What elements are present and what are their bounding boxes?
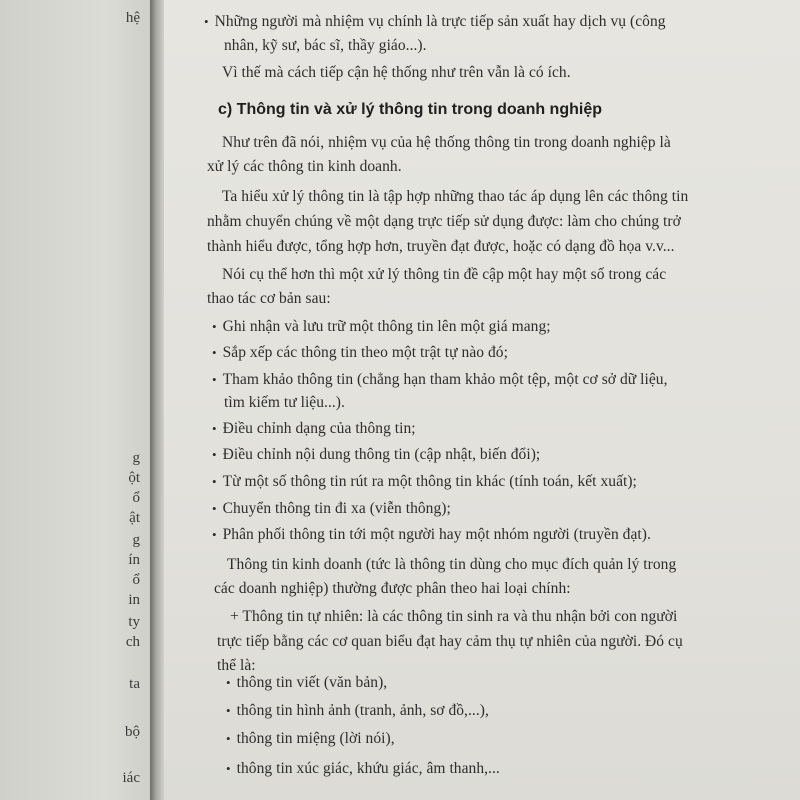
bullet-icon: • bbox=[226, 731, 231, 746]
bullet-item: • Ghi nhận và lưu trữ một thông tin lên một giá mang; bbox=[212, 318, 551, 335]
left-page-edge bbox=[0, 0, 150, 800]
paragraph-line: Ta hiểu xử lý thông tin là tập hợp những thao tác áp dụng lên các thông tin bbox=[222, 188, 689, 205]
bullet-item: • thông tin viết (văn bản), bbox=[226, 674, 388, 691]
paragraph-line: các doanh nghiệp) thường được phân theo hai loại chính: bbox=[214, 580, 571, 597]
bullet-icon: • bbox=[212, 319, 217, 334]
bullet-item: • Sắp xếp các thông tin theo một trật tự nào đó; bbox=[212, 344, 508, 361]
bullet-item: • thông tin miệng (lời nói), bbox=[226, 730, 395, 747]
bullet-item: • Những người mà nhiệm vụ chính là trực tiếp sản xuất hay dịch vụ (công bbox=[204, 13, 666, 30]
bullet-item: • Tham khảo thông tin (chẳng hạn tham khảo một tệp, một cơ sở dữ liệu, bbox=[212, 371, 668, 388]
bullet-icon: • bbox=[212, 447, 217, 462]
bullet-item: • Điều chỉnh nội dung thông tin (cập nhật, biến đổi); bbox=[212, 446, 541, 463]
left-text-fragment: ật bbox=[129, 510, 140, 526]
book-gutter bbox=[150, 0, 164, 800]
bullet-item: • thông tin hình ảnh (tranh, ảnh, sơ đồ,...), bbox=[226, 702, 489, 719]
left-text-fragment: ổ bbox=[132, 572, 140, 588]
left-text-fragment: ta bbox=[129, 676, 140, 692]
bullet-item: • Phân phối thông tin tới một người hay một nhóm người (truyền đạt). bbox=[212, 526, 651, 543]
text-line: tìm kiếm tư liệu...). bbox=[224, 394, 345, 411]
bullet-icon: • bbox=[212, 501, 217, 516]
left-text-fragment: g bbox=[132, 532, 140, 548]
bullet-icon: • bbox=[212, 421, 217, 436]
paragraph-line: thao tác cơ bản sau: bbox=[207, 290, 331, 307]
bullet-item: • Từ một số thông tin rút ra một thông tin khác (tính toán, kết xuất); bbox=[212, 473, 637, 490]
bullet-icon: • bbox=[212, 527, 217, 542]
paragraph-line: thành hiểu được, tổng hợp hơn, truyền đạt được, hoặc có dạng đồ họa v.v... bbox=[207, 238, 675, 255]
bullet-item: • thông tin xúc giác, khứu giác, âm thanh,... bbox=[226, 760, 500, 777]
paragraph-line: Nói cụ thể hơn thì một xử lý thông tin đề cập một hay một số trong các bbox=[222, 266, 667, 283]
bullet-icon: • bbox=[212, 345, 217, 360]
paragraph-line: nhằm chuyển chúng về một dạng trực tiếp sử dụng được: làm cho chúng trở bbox=[207, 213, 681, 230]
paragraph-line: Như trên đã nói, nhiệm vụ của hệ thống thông tin trong doanh nghiệp là bbox=[222, 134, 671, 151]
text-line: nhân, kỹ sư, bác sĩ, thầy giáo...). bbox=[224, 37, 427, 54]
paragraph-line: thể là: bbox=[217, 657, 256, 674]
left-text-fragment: hệ bbox=[125, 10, 140, 26]
paragraph-line: xử lý các thông tin kinh doanh. bbox=[207, 158, 402, 175]
section-heading: c) Thông tin và xử lý thông tin trong doanh nghiệp bbox=[218, 101, 602, 118]
bullet-item: • Chuyển thông tin đi xa (viễn thông); bbox=[212, 500, 451, 517]
left-text-fragment: in bbox=[128, 592, 140, 608]
bullet-icon: • bbox=[226, 761, 231, 776]
right-page bbox=[164, 0, 800, 800]
left-text-fragment: ch bbox=[125, 634, 140, 650]
left-text-fragment: ty bbox=[128, 614, 140, 630]
left-text-fragment: ột bbox=[128, 470, 140, 486]
left-text-fragment: g bbox=[132, 450, 140, 466]
left-text-fragment: iác bbox=[122, 770, 140, 786]
bullet-icon: • bbox=[226, 703, 231, 718]
paragraph-line: Thông tin kinh doanh (tức là thông tin dùng cho mục đích quản lý trong bbox=[227, 556, 677, 573]
bullet-icon: • bbox=[204, 14, 209, 29]
left-text-fragment: ín bbox=[128, 552, 140, 568]
bullet-item: • Điều chỉnh dạng của thông tin; bbox=[212, 420, 416, 437]
bullet-icon: • bbox=[212, 372, 217, 387]
paragraph-line: + Thông tin tự nhiên: là các thông tin sinh ra và thu nhận bởi con người bbox=[230, 608, 678, 625]
bullet-icon: • bbox=[212, 474, 217, 489]
left-text-fragment: bộ bbox=[125, 724, 140, 740]
bullet-icon: • bbox=[226, 675, 231, 690]
paragraph-line: trực tiếp bằng các cơ quan biểu đạt hay cảm thụ tự nhiên của người. Đó cụ bbox=[217, 633, 683, 650]
left-text-fragment: ổ bbox=[132, 490, 140, 506]
paragraph-line: Vì thế mà cách tiếp cận hệ thống như trên vẫn là có ích. bbox=[222, 64, 571, 81]
